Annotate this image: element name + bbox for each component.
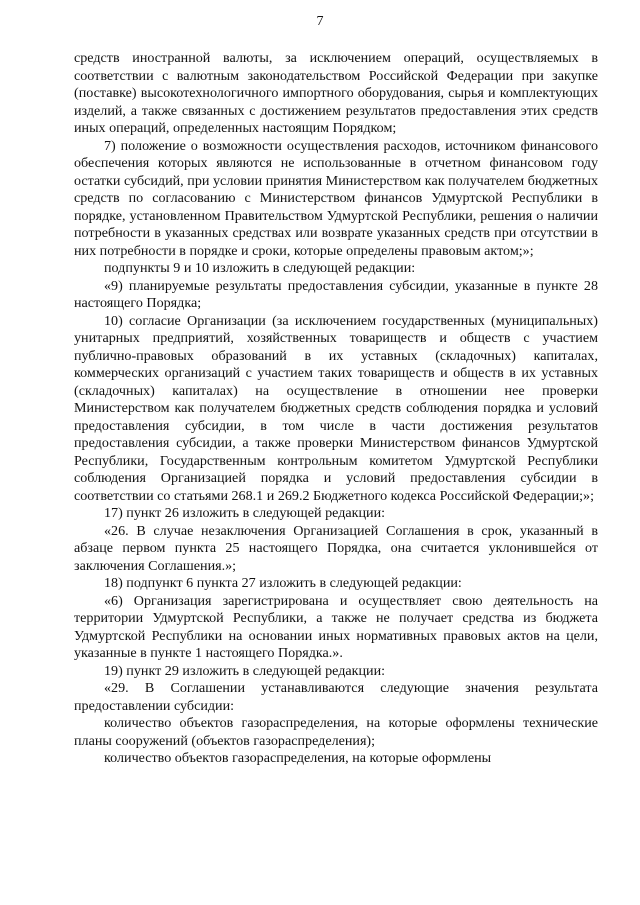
paragraph-subitems-9-10-heading: подпункты 9 и 10 изложить в следующей редакции: — [104, 260, 416, 276]
paragraph-item-18-heading: 18) подпункт 6 пункта 27 изложить в следующей редакции: — [104, 575, 462, 591]
paragraph-currency-operations: средств иностранной валюты, за исключением операций, осуществляемых в соответствии с валютным законодательством Российской Федерации при закупке (поставке) высокотехнологичного импортного оборудования, сырья и комплектующих изделий, а также связанных с достижением результатов предоставления этих средств иных операций, определенных настоящим Порядком; — [74, 50, 598, 136]
paragraph-gas-objects-2: количество объектов газораспределения, на которые оформлены — [104, 750, 492, 766]
paragraph-item-17-heading: 17) пункт 26 изложить в следующей редакции: — [104, 505, 386, 521]
paragraph-subitem-6: «6) Организация зарегистрирована и осуществляет свою деятельность на территории Удмуртской Республики, а также не получает средства из бюджета Удмуртской Республики на основании иных нормативных правовых актов на цели, указанные в пункте 1 настоящего Порядка.». — [74, 592, 598, 661]
paragraph-item-9: «9) планируемые результаты предоставления субсидии, указанные в пункте 28 настоящего Порядка; — [74, 277, 598, 311]
page-number: 7 — [316, 14, 324, 29]
paragraph-item-7: 7) положение о возможности осуществления расходов, источником финансового обеспечения которых являются не использованные в отчетном финансовом году остатки субсидий, при условии принятия Министерством как получателем бюджетных средств по согласованию с Министерством финансов Удмуртской Республики в порядке, установленном Правительством Удмуртской Республики, решения о наличии потребности в указанных средствах или возврате указанных средств при отсутствии в них потребности в порядке и сроки, которые определены правовым актом;»; — [74, 137, 598, 259]
paragraph-item-19-heading: 19) пункт 29 изложить в следующей редакции: — [104, 662, 386, 679]
paragraph-item-10: 10) согласие Организации (за исключением государственных (муниципальных) унитарных предприятий, хозяйственных товариществ и обществ с участием публично-правовых образований в их уставных (складочных) капиталах, коммерческих организаций с участием таких товариществ и обществ в их уставных (складочных) капиталах) на осуществление в отношении нее проверки Министерством как получателем бюджетных средств соблюдения порядка и условий предоставления субсидии, в том числе в части достижения результатов предоставления субсидии, а также проверки Министерством финансов Удмуртской Республики, Государственным контрольным комитетом Удмуртской Республики соблюдения Организацией порядка и условий предоставления субсидии в соответствии со статьями 268.1 и 269.2 Бюджетного кодекса Российской Федерации;»; — [74, 312, 598, 504]
paragraph-clause-26: «26. В случае незаключения Организацией Соглашения в срок, указанный в абзаце первом пункта 25 настоящего Порядка, она считается уклонившейся от заключения Соглашения.»; — [74, 522, 598, 574]
paragraph-gas-objects-1: количество объектов газораспределения, на которые оформлены технические планы сооружений (объектов газораспределения); — [74, 715, 598, 749]
document-body — [74, 50, 598, 768]
paragraph-clause-29: «29. В Соглашении устанавливаются следующие значения результата предоставлении субсидии: — [74, 680, 598, 714]
